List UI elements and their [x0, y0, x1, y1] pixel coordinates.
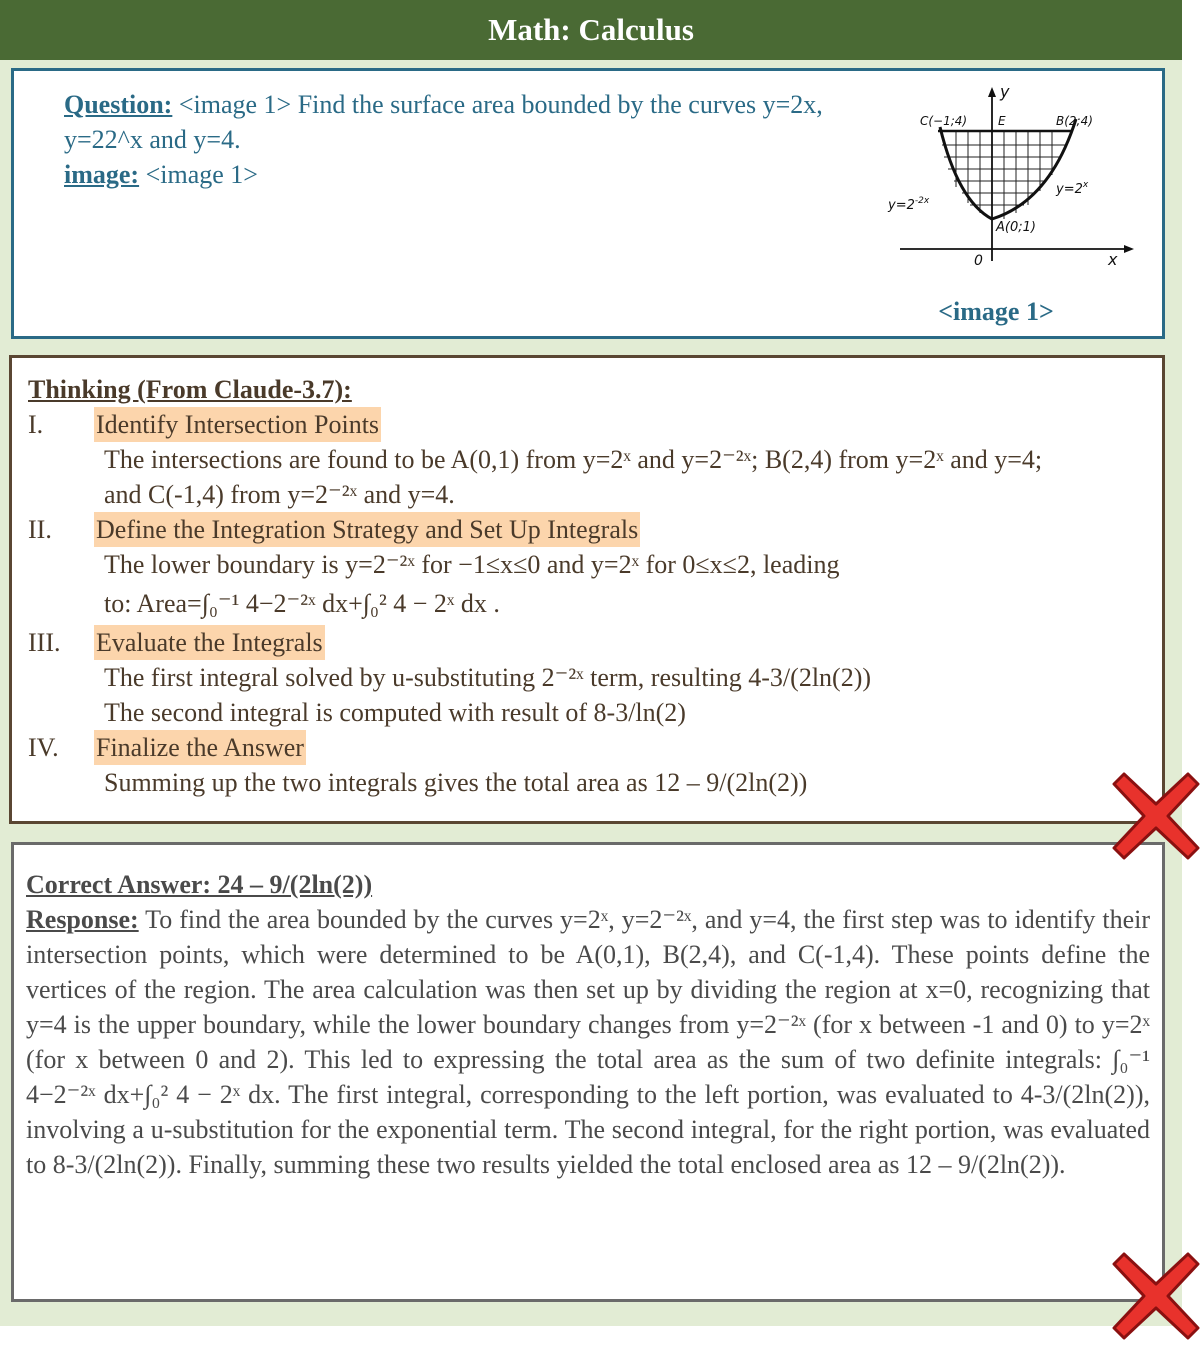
y-axis-label: y [1000, 83, 1010, 101]
step-body-line: The first integral solved by u-substituting 2⁻²ˣ term, resulting 4-3/(2ln(2)) [104, 663, 872, 692]
left-curve-label [887, 196, 930, 213]
right-curve-label-exp: x [1082, 180, 1089, 190]
region-hatching [942, 131, 1065, 219]
x-mark-icon [1110, 1250, 1202, 1342]
right-curve-label-base: y=2 [1056, 182, 1083, 197]
left-curve-label-exp: -2x [914, 196, 930, 206]
step-body-line: to: Area=∫₀⁻¹ 4−2⁻²ˣ dx+∫₀² 4 − 2ˣ dx . [104, 589, 500, 618]
x-axis-arrow [1124, 245, 1134, 253]
step-number: III. [28, 628, 61, 657]
x-mark-icon [1110, 770, 1202, 862]
step-number: IV. [28, 733, 59, 762]
left-curve-label-base: y=2 [888, 198, 915, 213]
step-body-line: The second integral is computed with result of 8-3/ln(2) [104, 698, 686, 727]
image-label: image: [64, 160, 140, 189]
step-title: Identify Intersection Points [94, 407, 381, 442]
response-label: Response: [26, 905, 139, 934]
step-title: Finalize the Answer [94, 730, 306, 765]
point-a-label: A(0;1) [996, 220, 1036, 235]
image-reference: <image 1> [139, 160, 258, 189]
region-figure [880, 83, 1140, 268]
point-e-label: E [998, 114, 1006, 128]
thinking-panel [9, 355, 1165, 824]
origin-label: 0 [974, 253, 983, 268]
thinking-content [28, 372, 1163, 800]
response-paragraph [26, 902, 1150, 1182]
point-b-label: B(2;4) [1056, 114, 1093, 128]
step-body-line: Summing up the two integrals gives the total area as 12 – 9/(2ln(2)) [104, 768, 808, 797]
x-axis-label: x [1108, 250, 1118, 268]
question-text: <image 1> Find the surface area bounded by the curves y=2x, y=22^x and y=4. [64, 90, 823, 154]
step-row [28, 730, 1163, 765]
thinking-heading: Thinking (From Claude-3.7): [28, 375, 352, 404]
right-curve-label [1055, 180, 1089, 197]
step-row [28, 407, 1163, 442]
point-c-label: C(−1;4) [920, 114, 968, 128]
step-body-line: and C(-1,4) from y=2⁻²ˣ and y=4. [104, 480, 455, 509]
correct-answer: Correct Answer: 24 – 9/(2ln(2)) [26, 870, 373, 899]
answer-panel [11, 842, 1165, 1302]
y-axis-arrow [988, 87, 996, 97]
step-row [28, 625, 1163, 660]
page-title: Math: Calculus [0, 0, 1182, 60]
step-body-line: The intersections are found to be A(0,1) from y=2ˣ and y=2⁻²ˣ; B(2,4) from y=2ˣ and y=4; [104, 445, 1043, 474]
step-title: Evaluate the Integrals [94, 625, 325, 660]
step-title: Define the Integration Strategy and Set Up Integrals [94, 512, 640, 547]
answer-content [26, 867, 1150, 1182]
response-text: To find the area bounded by the curves y=2ˣ, y=2⁻²ˣ, and y=4, the first step was to identify their intersection points, which were determined to be A(0,1), B(2,4), and C(-1,4). These points define the vertices of the region. The area calculation was then set up by dividing the region at x=0, recognizing that y=4 is the upper boundary, while the lower boundary changes from y=2⁻²ˣ (for x between -1 and 0) to y=2ˣ (for x between 0 and 2). This led to expressing the total area as the sum of two definite integrals: ∫₀⁻¹ 4−2⁻²ˣ dx+∫₀² 4 − 2ˣ dx. The first integral, corresponding to the left portion, was evaluated to 4-3/(2ln(2)), involving a u-substitution for the exponential term. The second integral, for the right portion, was evaluated to 8-3/(2ln(2)). Finally, summing these two results yielded the total enclosed area as 12 – 9/(2ln(2)). [26, 905, 1150, 1179]
step-row [28, 512, 1163, 547]
question-panel [11, 68, 1165, 339]
question-label: Question: [64, 90, 173, 119]
question-text-block [64, 87, 844, 192]
step-number: II. [28, 515, 52, 544]
figure-caption: <image 1> [938, 297, 1054, 326]
step-body-line: The lower boundary is y=2⁻²ˣ for −1≤x≤0 and y=2ˣ for 0≤x≤2, leading [104, 550, 840, 579]
step-number: I. [28, 410, 44, 439]
